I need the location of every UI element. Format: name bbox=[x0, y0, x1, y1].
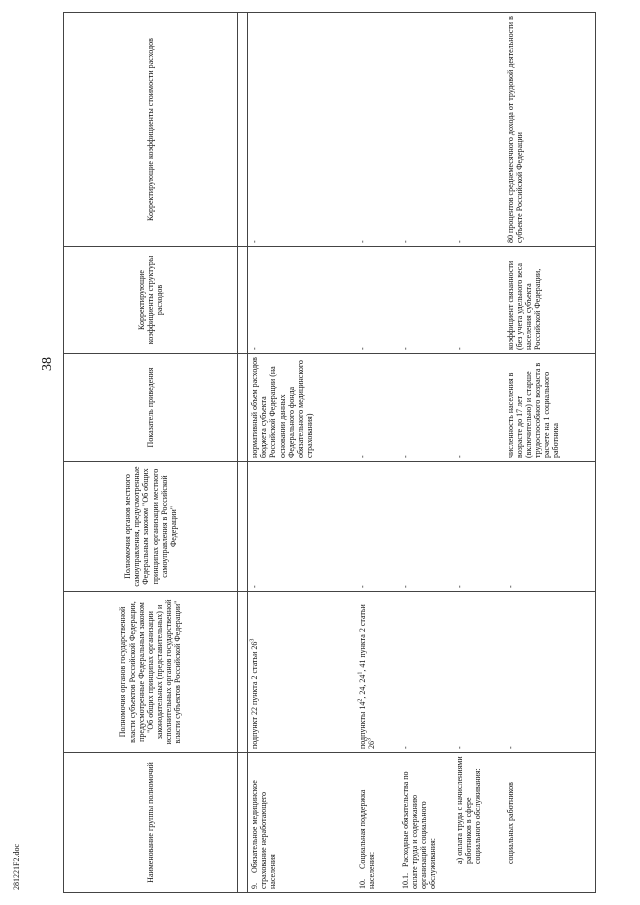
indicator-cell: - bbox=[399, 354, 453, 462]
header-group-name: Наименование группы полномочий bbox=[64, 753, 238, 893]
row-name: Обязательное медицинское страхование неработающего населения bbox=[250, 780, 278, 889]
structure-cell: - bbox=[356, 247, 399, 354]
regional-cell: - bbox=[504, 592, 596, 753]
local-cell: - bbox=[453, 462, 504, 592]
table-header-row bbox=[64, 13, 238, 893]
local-cell: - bbox=[356, 462, 399, 592]
regional-cell: подпункт 22 пункта 2 статьи $26^3$ bbox=[248, 592, 356, 753]
powers-table bbox=[63, 12, 596, 893]
row-number: 10. bbox=[357, 879, 367, 889]
cost-cell: - bbox=[248, 13, 356, 247]
cost-cell: - bbox=[356, 13, 399, 247]
cost-cell: 80 процентов среднемесячного дохода от трудовой деятельности в субъекте Российской Федерации bbox=[504, 13, 596, 247]
regional-cell: - bbox=[399, 592, 453, 753]
header-local-powers: Полномочия органов местного самоуправления, предусмотренные Федеральным законом "Об общих принципах организации местного самоуправления в Российской Федерации" bbox=[64, 462, 238, 592]
row-name-cell bbox=[453, 753, 504, 893]
cost-cell: - bbox=[399, 13, 453, 247]
structure-cell: коэффициент связанности (без учета удельного веса населения субъекта Российской Федерации, bbox=[504, 247, 596, 354]
regional-cell: подпункты $14^2$, 24, $24^1$, 41 пункта 2 статьи $26^3$ bbox=[356, 592, 399, 753]
indicator-cell: нормативный объем расходов бюджета субъекта Российской Федерации (на основании данных Федерального фонда обязательного медицинского страхования) bbox=[248, 354, 356, 462]
table-row bbox=[453, 13, 504, 893]
cost-cell: - bbox=[453, 13, 504, 247]
structure-cell: - bbox=[248, 247, 356, 354]
table-row bbox=[248, 13, 356, 893]
indicator-cell: - bbox=[453, 354, 504, 462]
row-name-cell bbox=[248, 753, 356, 893]
regional-cell: - bbox=[453, 592, 504, 753]
row-name-cell bbox=[399, 753, 453, 893]
page-number: 38 bbox=[40, 357, 55, 371]
local-cell: - bbox=[399, 462, 453, 592]
row-number: 10.1. bbox=[400, 873, 410, 889]
row-name-cell bbox=[504, 753, 596, 893]
local-cell: - bbox=[248, 462, 356, 592]
table-spacer-row bbox=[238, 13, 248, 893]
table-row bbox=[504, 13, 596, 893]
header-indicator: Показатель приведения bbox=[64, 354, 238, 462]
row-name: социальных работников bbox=[505, 782, 515, 864]
indicator-cell: - bbox=[356, 354, 399, 462]
row-name: Расходные обязательства по оплате труда и содержанию организаций социального обслуживания: bbox=[400, 771, 438, 889]
rotated-table-container bbox=[63, 13, 593, 893]
header-cost-coefficients: Корректирующие коэффициенты стоимости расходов bbox=[64, 13, 238, 247]
structure-cell: - bbox=[399, 247, 453, 354]
table-row bbox=[399, 13, 453, 893]
document-filename: 281221F2.doc bbox=[12, 844, 21, 890]
row-name: Социальная поддержка населения: bbox=[357, 789, 376, 889]
row-name: а) оплата труда с начислениями работников в сфере социального обслуживания: bbox=[454, 756, 482, 864]
header-regional-powers: Полномочия органов государственной власти субъектов Российской Федерации, предусмотренные Федеральным законом "Об общих принципах организации законодательных (представительных) и исполнительных органов государственной власти субъектов Российской Федерации" bbox=[64, 592, 238, 753]
structure-cell: - bbox=[453, 247, 504, 354]
header-structure-coefficients: Корректирующие коэффициенты структуры расходов bbox=[64, 247, 238, 354]
indicator-cell: численность населения в возрасте до 17 лет (включительно) и старше трудоспособного возраста в расчете на 1 социального работника bbox=[504, 354, 596, 462]
row-number: 9. bbox=[250, 883, 259, 889]
row-name-cell bbox=[356, 753, 399, 893]
table-row bbox=[356, 13, 399, 893]
local-cell: - bbox=[504, 462, 596, 592]
